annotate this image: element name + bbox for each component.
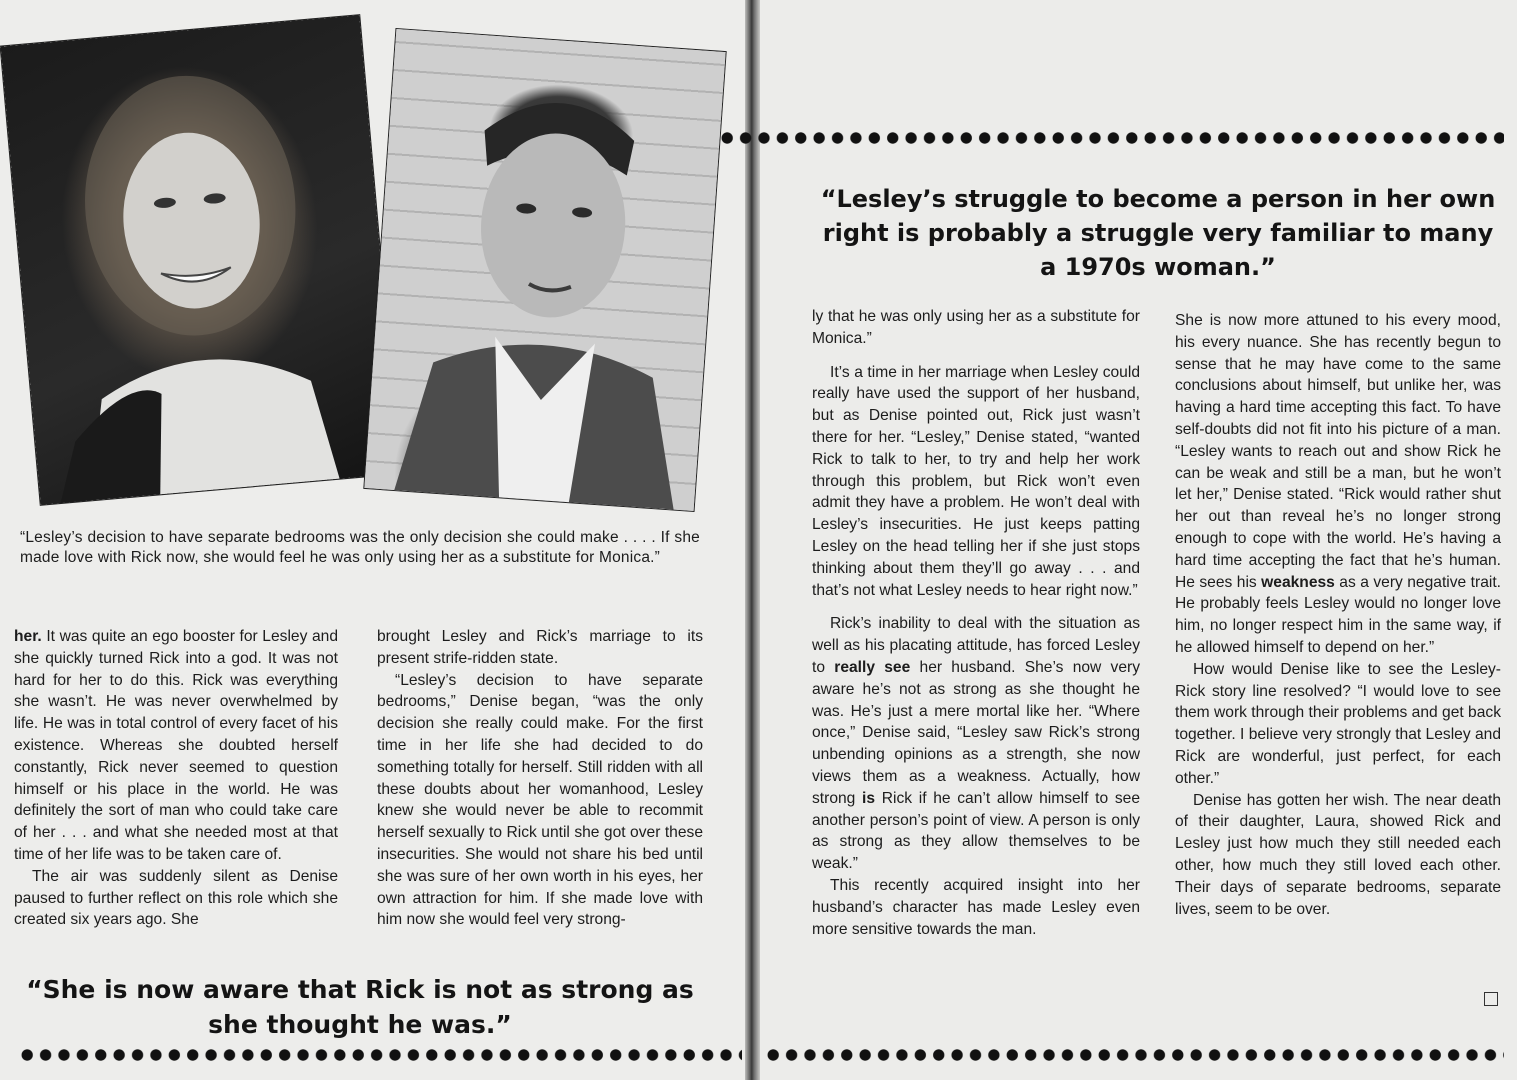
pull-quote-left: “She is now aware that Rick is not as strong as she thought he was.” [26,975,694,1039]
lead-word: her. [14,628,42,645]
paragraph: Denise has gotten her wish. The near death of their daughter, Laura, showed Rick and Lesley just how much they still needed each other, how much they still loved each other. Their days of separate bedrooms, separate lives, seem to be over. [1175,791,1501,918]
emphasis: weakness [1261,573,1335,591]
left-column-1 [14,626,338,931]
text-run: She is now more attuned to his every mood, his every nuance. She has recently begun to sense that he may have come to the same conclusions about himself, but unlike her, was having a hard time accepting this fact. To have self-doubts did not fit into his picture of a man. “Lesley wants to reach out and show Rick he can be weak and still be a man, but he won’t let her,” Denise stated. “Rick would rather shut her out than reveal he’s no longer strong enough to cope with the world. He’s having a hard time accepting the fact that he’s human. He sees his [1175,312,1501,591]
paragraph: This recently acquired insight into her husband’s character has made Lesley even more sensitive towards the man. [812,876,1140,938]
text-run: as a very negative trait. He probably feels Lesley would no longer love him, no longer respect him in the same way, if he allowed himself to depend on her.” [1175,573,1501,656]
dot-rule-bottom-left [18,1046,742,1064]
dot-rule-top-right [718,129,1504,147]
paragraph: It was quite an ego booster for Lesley and she quickly turned Rick into a god. It was not hard for her to do this. Rick was everything she wasn’t. He was never overwhelmed by life. He was in total control of every facet of his existence. Whereas she doubted herself constantly, Rick never seemed to question himself or his place in the world. He was definitely the sort of man who could take care of her . . . and what she needed most at that time of her life was to be taken care of. [14,628,338,863]
paragraph: It’s a time in her marriage when Lesley could really have used the support of her husband, but as Denise pointed out, Rick just wasn’t there for her. “Lesley,” Denise stated, “wanted Rick to talk to her, to try and help her work through this problem, but Rick won’t even admit they have a problem. He won’t deal with Lesley’s insecurities. He just keeps patting Lesley on the head telling her if she just stops thinking about them they’ll go away . . . and that’s not what Lesley needs to hear right now.” [812,363,1140,599]
paragraph: “Lesley’s decision to have separate bedrooms,” Denise began, “was the only decision she really could make. For the first time in her life she had decided to do something totally for herself. Still ridden with all these doubts about her womanhood, Lesley knew she would never be able to recommit herself sexually to Rick until she got over these insecurities. She would not share his bed until she was sure of her own worth in his eyes, her own attraction for him. If she made love with him now she would feel very strong- [377,671,703,929]
paragraph: ly that he was only using her as a substitute for Monica.” [812,308,1140,347]
paragraph: brought Lesley and Rick’s marriage to its present strife-ridden state. [377,628,703,667]
paragraph: The air was suddenly silent as Denise paused to further reflect on this role which she created six years ago. She [14,867,338,929]
emphasis: really see [834,658,911,676]
end-mark-icon [1484,992,1498,1006]
photo-lesley [1,15,400,505]
left-column-2 [377,626,703,931]
dot-rule-bottom-right [764,1046,1504,1064]
woman-portrait-illustration [1,15,400,505]
photo-rick [364,29,725,511]
man-portrait-illustration [364,29,725,511]
right-column-1 [812,306,1140,940]
page-gutter [745,0,760,1080]
text-run: Rick if he can’t allow himself to see another person’s point of view. A person is only as strong as they allow themselves to be weak.” [812,789,1140,873]
photo-caption: “Lesley’s decision to have separate bedrooms was the only decision she could make . . . . If she made love with Rick now, she would feel he was only using her as a substitute for Monica.” [20,529,700,566]
paragraph: How would Denise like to see the Lesley-Rick story line resolved? “I would love to see them work through their problems and get back together. I believe very strongly that Lesley and Rick are wonderful, just perfect, for each other.” [1175,660,1501,787]
text-run: Rick’s inability to deal with the situation as well as his placating attitude, has forced Lesley to [812,615,1140,676]
pull-quote-right: “Lesley’s struggle to become a person in her own right is probably a struggle very familiar to many a 1970s woman.” [820,185,1496,281]
right-column-2 [1175,310,1501,920]
text-run: her husband. She’s now very aware he’s not as strong as she thought he was. He’s just a mere mortal like her. “Where once,” Denise said, “Lesley saw Rick’s strong unbending opinions as a strength, she now views them as a weakness. Actually, how strong [812,658,1141,807]
emphasis: is [862,789,876,807]
